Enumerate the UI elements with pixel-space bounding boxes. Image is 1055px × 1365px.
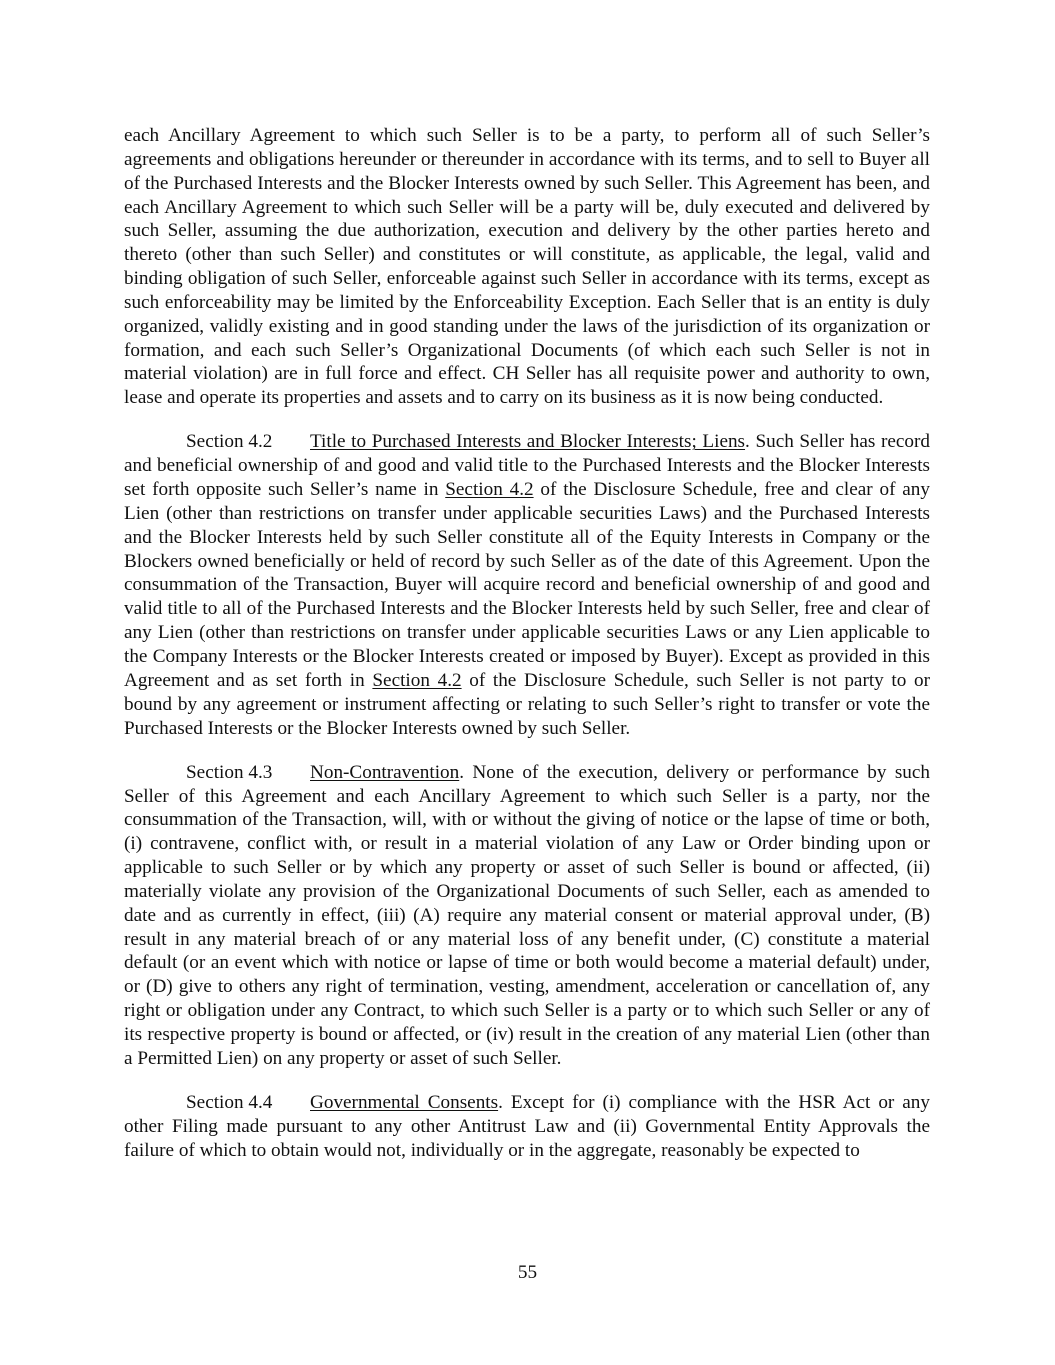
section-title: Non-Contravention	[310, 761, 460, 783]
section-reference: Section 4.2	[445, 479, 534, 501]
section-4-2	[124, 430, 930, 740]
section-text: . Except for (i) compliance with the HSR Act or any other Filing made pursuant to any other Antitrust Law and (ii) Governmental Entity Approvals the failure of which to obtain would not, individually or in the aggregate, reasonably be expected to	[124, 1091, 930, 1161]
section-text: of the Disclosure Schedule, such Seller is not party to or bound by any agreement or instrument affecting or relating to such Seller’s right to transfer or vote the Purchased Interests or the Blocker Interests owned by such Seller.	[124, 669, 930, 739]
section-number: Section 4.2	[186, 431, 273, 453]
section-number: Section 4.4	[186, 1091, 273, 1113]
section-title: Governmental Consents	[310, 1091, 499, 1113]
section-number: Section 4.3	[186, 761, 273, 783]
page-number: 55	[517, 1262, 538, 1283]
section-text: of the Disclosure Schedule, free and clear of any Lien (other than restrictions on transfer under applicable securities Laws) and the Purchased Interests and the Blocker Interests held by such Seller constitute all of the Equity Interests in Company or the Blockers owned beneficially or held of record by such Seller as of the date of this Agreement. Upon the consummation of the Transaction, Buyer will acquire record and beneficial ownership of and good and valid title to all of the Purchased Interests and the Blocker Interests held by such Seller, free and clear of any Lien (other than restrictions on transfer under applicable securities Laws or any Lien applicable to the Company Interests or the Blocker Interests created or imposed by Buyer). Except as provided in this Agreement and as set forth in	[124, 479, 930, 691]
continuation-paragraph: each Ancillary Agreement to which such Seller is to be a party, to perform all of such Seller’s agreements and obligations hereunder or thereunder in accordance with its terms, and to sell to Buyer all of the Purchased Interests and the Blocker Interests owned by such Seller. This Agreement has been, and each Ancillary Agreement to which such Seller will be a party will be, duly executed and delivered by such Seller, assuming the due authorization, execution and delivery by the other parties hereto and thereto (other than such Seller) and constitutes or will constitute, as applicable, the legal, valid and binding obligation of such Seller, enforceable against such Seller in accordance with its terms, except as such enforceability may be limited by the Enforceability Exception. Each Seller that is an entity is duly organized, validly existing and in good standing under the laws of the jurisdiction of its organization or formation, and each such Seller’s Organizational Documents (of which each such Seller is not in material violation) are in full force and effect. CH Seller has all requisite power and authority to own, lease and operate its properties and assets and to carry on its business as it is now being conducted.	[124, 125, 930, 409]
section-text: . Such Seller has record and beneficial ownership of and good and valid title to the Purchased Interests and the Blocker Interests set forth opposite such Seller’s name in	[124, 431, 930, 501]
section-4-4	[124, 1091, 930, 1163]
section-title: Title to Purchased Interests and Blocker Interests; Liens	[310, 431, 746, 453]
section-reference: Section 4.2	[372, 669, 462, 691]
document-page	[124, 124, 930, 1183]
section-text: . None of the execution, delivery or performance by such Seller of this Agreement and each Ancillary Agreement to which such Seller is a party, nor the consummation of the Transaction, will, with or without the giving of notice or the lapse of time or both, (i) contravene, conflict with, or result in a material violation of any Law or Order binding upon or applicable to such Seller or by which any property or asset of such Seller is bound or affected, (ii) materially violate any provision of the Organizational Documents of such Seller, each as amended to date and as currently in effect, (iii) (A) require any material consent or material approval under, (B) result in any material breach of or any material loss of any benefit under, (C) constitute a material default (or an event which with notice or lapse of time or both would become a material default) under, or (D) give to others any right of termination, vesting, amendment, acceleration or cancellation of, any right or obligation under any Contract, to which such Seller is a party or to which such Seller or any of its respective property is bound or affected, or (iv) result in the creation of any material Lien (other than a Permitted Lien) on any property or asset of such Seller.	[124, 761, 930, 1069]
section-4-3	[124, 761, 930, 1071]
